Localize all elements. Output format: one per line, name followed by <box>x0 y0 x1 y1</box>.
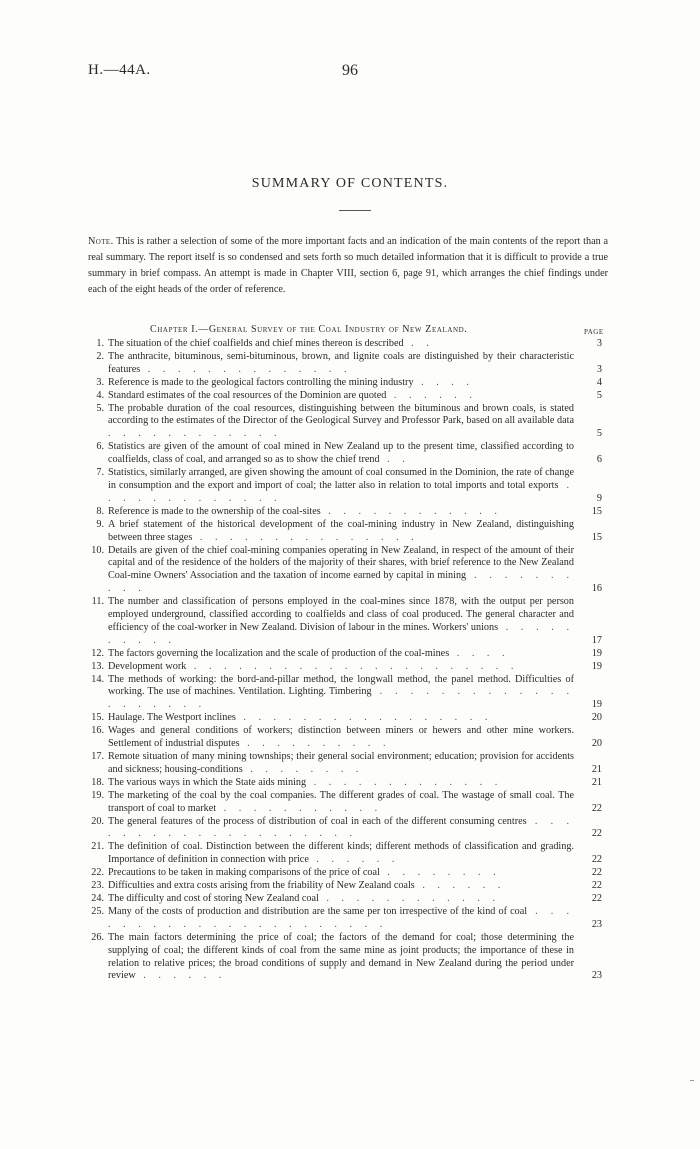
contents-entry <box>74 893 602 906</box>
entry-text-wrap <box>108 725 574 751</box>
note-text: This is rather a selection of some of the more important facts and an indication of the main contents of the report than a real summary. The report itself is so condensed and sets forth so much detailed information that it is difficult to provide a true summary in brief compass. An attempt is made in Chapter VIII, section 6, page 91, which arranges the chief findings under each of the eight heads of the order of reference. <box>88 236 608 296</box>
entry-number: 8. <box>96 505 104 517</box>
entry-text: Statistics are given of the amount of coal mined in New Zealand up to the present time, classified according to coalfields, class of coal, and arranged so as to show the chief trend <box>108 441 574 466</box>
entry-text: Wages and general conditions of workers; distinction between miners or hewers and other mine workers. Settlement of industrial disputes <box>108 725 574 750</box>
contents-entry <box>74 661 602 674</box>
contents-entry <box>74 377 602 390</box>
entry-leader-dots: . . . . . . . . . . . . . . . . . . . . . . <box>108 905 574 930</box>
entry-leader-dots: . . . . . . <box>386 389 477 401</box>
entry-leader-dots: . . . . . . . . . . . . <box>318 892 500 904</box>
entry-number: 16. <box>91 725 104 737</box>
entry-page: 17 <box>591 634 602 646</box>
entry-number: 11. <box>91 596 104 608</box>
contents-entry <box>74 725 602 751</box>
entry-leader-dots: . . . . . . . . . . . . . <box>306 776 503 788</box>
entry-text: Many of the costs of production and distribution are the same per ton irrespective of the kind of coal <box>108 905 528 917</box>
entry-leader-dots: . . . . <box>413 376 474 388</box>
entry-text-wrap <box>108 880 574 893</box>
document-code: H.—44A. <box>88 62 151 78</box>
entry-text-wrap <box>108 403 574 442</box>
entry-text-wrap <box>108 390 574 403</box>
entry-text: The definition of coal. Distinction between the different kinds; different methods of classification and grading. Importance of definition in connection with price <box>108 841 574 866</box>
entry-text: The main factors determining the price of coal; the factors of the demand for coal; those determining the supplying of coal; the different kinds of coal from the same mine as joint products; the importance of these in relation to relative prices; the broad conditions of supply and demand in New Zealand during the period under review <box>108 931 574 982</box>
contents-entry <box>74 519 602 545</box>
entry-page: 23 <box>591 970 602 982</box>
entry-page: 5 <box>596 428 602 440</box>
entry-text: Precautions to be taken in making comparisons of the price of coal <box>108 867 380 879</box>
entry-text: Difficulties and extra costs arising from the friability of New Zealand coals <box>108 880 415 892</box>
entry-text-wrap <box>108 338 574 351</box>
contents-entry <box>74 906 602 932</box>
entry-text-wrap <box>108 519 574 545</box>
entry-leader-dots: . . . . . . . . . . . . <box>108 428 282 440</box>
entry-page: 5 <box>596 389 602 401</box>
entry-leader-dots: . . . . <box>449 647 510 659</box>
entry-text: Reference is made to the geological factors controlling the mining industry <box>108 376 414 388</box>
contents-entry <box>74 777 602 790</box>
entry-number: 23. <box>91 880 104 892</box>
contents-entry <box>74 338 602 351</box>
margin-mark <box>690 1080 694 1081</box>
entry-leader-dots: . . . . . . . . . . . . . . . . . . . . <box>108 686 575 711</box>
note-paragraph <box>88 234 608 298</box>
entry-text: The situation of the chief coalfields and chief mines thereon is described <box>108 338 404 349</box>
contents-entry <box>74 841 602 867</box>
entry-leader-dots: . . . . . . . . . . <box>239 738 391 750</box>
entry-page: 22 <box>591 802 602 814</box>
entry-text-wrap <box>108 893 574 906</box>
contents-entry <box>74 596 602 648</box>
entry-text: Haulage. The Westport inclines <box>108 712 236 724</box>
entry-number: 14. <box>91 673 104 685</box>
contents-entry <box>74 816 602 842</box>
entry-text-wrap <box>108 751 574 777</box>
entry-leader-dots: . . . . . . . . . . . . <box>320 505 502 517</box>
contents-entry <box>74 880 602 893</box>
entry-text-wrap <box>108 777 574 790</box>
entry-page: 19 <box>591 647 602 659</box>
entry-leader-dots: . . . . . . . . . . . . . . . . . . . . . . <box>186 660 519 672</box>
entry-text: Development work <box>108 660 187 672</box>
entry-text-wrap <box>108 932 574 984</box>
entry-page: 19 <box>591 660 602 672</box>
entry-page: 22 <box>591 854 602 866</box>
entry-text-wrap <box>108 467 574 506</box>
entry-text-wrap <box>108 545 574 597</box>
entry-leader-dots: . . . . . . . . . . . . . . . . . . . . <box>108 815 574 840</box>
contents-entry <box>74 648 602 661</box>
contents-entry <box>74 506 602 519</box>
entry-leader-dots: . . . . . . . . <box>379 867 501 879</box>
entry-text-wrap <box>108 790 574 816</box>
entry-page: 15 <box>591 505 602 517</box>
entry-leader-dots: . . . . . . . . . . . . . . . . . <box>235 712 493 724</box>
entry-leader-dots: . . . . . . <box>135 970 227 982</box>
entry-text: The probable duration of the coal resources, distinguishing between the bituminous and brown coals, is stated according to the estimates of the Director of the Geological Survey and Professor Park, based on all available data <box>108 402 574 427</box>
entry-text: The factors governing the localization and the scale of production of the coal-mines <box>108 647 450 659</box>
entry-text-wrap <box>108 648 574 661</box>
entry-number: 13. <box>91 660 104 672</box>
entry-page: 4 <box>596 376 602 388</box>
entry-page: 20 <box>591 712 602 724</box>
entry-page: 23 <box>591 918 602 930</box>
entry-text: The anthracite, bituminous, semi-bituminous, brown, and lignite coals are distinguished by their characteristic features <box>108 350 574 375</box>
contents-list <box>74 338 602 983</box>
contents-entry <box>74 712 602 725</box>
entry-text: The general features of the process of distribution of coal in each of the different consuming centres <box>108 815 527 827</box>
entry-text: Remote situation of many mining townships; their general social environment; education; provision for accidents and sickness; housing-conditions <box>108 751 574 775</box>
entry-number: 20. <box>91 815 104 827</box>
entry-text-wrap <box>108 674 574 713</box>
contents-entry <box>74 390 602 403</box>
entry-text: A brief statement of the historical development of the coal-mining industry in New Zealand, distinguishing between three stages <box>108 518 574 543</box>
entry-text-wrap <box>108 506 574 519</box>
entry-text-wrap <box>108 841 574 867</box>
entry-number: 3. <box>96 376 104 388</box>
contents-entry <box>74 351 602 377</box>
entry-leader-dots: . . <box>403 338 434 349</box>
entry-text-wrap <box>108 351 574 377</box>
entry-leader-dots: . . . . . . . . <box>242 763 364 775</box>
entry-page: 22 <box>591 867 602 879</box>
entry-page: 20 <box>591 738 602 750</box>
entry-page: 15 <box>591 531 602 543</box>
entry-number: 10. <box>91 544 104 556</box>
entry-text: Details are given of the chief coal-mining companies operating in New Zealand, in respect of the amount of their capital and of the residence of the holders of the majority of their shares, with brief reference to the New Zealand Coal-mine Owners' Association and the taxation of income earned by capital in mining <box>108 544 574 582</box>
contents-entry <box>74 867 602 880</box>
contents-entry <box>74 790 602 816</box>
contents-entry <box>74 545 602 597</box>
entry-leader-dots: . . . . . . <box>414 880 506 892</box>
entry-number: 6. <box>96 441 104 453</box>
entry-text: Reference is made to the ownership of the coal-sites <box>108 505 321 517</box>
entry-page: 22 <box>591 828 602 840</box>
entry-text-wrap <box>108 441 574 467</box>
entry-page: 21 <box>591 776 602 788</box>
entry-leader-dots: . . . . . . . . . . . . . . <box>140 363 352 375</box>
entry-text-wrap <box>108 867 574 880</box>
entry-text-wrap <box>108 377 574 390</box>
entry-text-wrap <box>108 712 574 725</box>
entry-number: 12. <box>91 647 104 659</box>
entry-text: The marketing of the coal by the coal companies. The different grades of coal. The wastage of small coal. The transport of coal to market <box>108 789 574 814</box>
entry-page: 22 <box>591 880 602 892</box>
entry-text-wrap <box>108 816 574 842</box>
contents-entry <box>74 403 602 442</box>
contents-entry <box>74 751 602 777</box>
entry-text: The number and classification of persons employed in the coal-mines since 1878, with the output per person employed underground, classified according to coalfields and class of coal produced. The general character and efficiency of the coal-worker in New Zealand. Division of labour in the mines. Workers' unions <box>108 596 574 633</box>
chapter-heading: Chapter I.—General Survey of the Coal Industry of New Zealand. <box>150 324 468 335</box>
entry-number: 1. <box>96 338 104 349</box>
entry-number: 18. <box>91 776 104 788</box>
entry-number: 24. <box>91 892 104 904</box>
entry-number: 26. <box>91 931 104 943</box>
contents-entry <box>74 674 602 713</box>
entry-text: The methods of working: the bord-and-pillar method, the longwall method, the panel method. Difficulties of working. The use of machines. Ventilation. Lighting. Timbering <box>108 673 574 698</box>
entry-page: 16 <box>591 583 602 595</box>
title-divider <box>339 210 371 211</box>
entry-page: 21 <box>591 763 602 775</box>
entry-number: 9. <box>96 518 104 530</box>
entry-number: 5. <box>96 402 104 414</box>
entry-text: The various ways in which the State aids mining <box>108 776 307 788</box>
note-lead: Note. <box>88 236 114 248</box>
entry-number: 25. <box>91 905 104 917</box>
page-number: 96 <box>342 62 358 79</box>
entry-leader-dots: . . . . . . . . . . . <box>216 802 383 814</box>
page-title: SUMMARY OF CONTENTS. <box>251 176 449 191</box>
contents-entry <box>74 441 602 467</box>
entry-text: The difficulty and cost of storing New Zealand coal <box>108 892 319 904</box>
entry-text: Standard estimates of the coal resources of the Dominion are quoted <box>108 389 387 401</box>
entry-number: 7. <box>96 467 104 479</box>
entry-text: Statistics, similarly arranged, are given showing the amount of coal consumed in the Dominion, the rate of change in consumption and the export and import of coal; the latter also in relation to total imports and total exports <box>108 467 574 491</box>
entry-text-wrap <box>108 661 574 674</box>
entry-leader-dots: . . <box>379 454 410 466</box>
entry-page: 3 <box>596 338 602 349</box>
page-column-label: PAGE <box>584 328 604 336</box>
entry-number: 2. <box>96 350 104 362</box>
entry-leader-dots: . . . . . . . . . . <box>108 570 575 595</box>
entry-page: 22 <box>591 892 602 904</box>
entry-page: 9 <box>596 492 602 504</box>
entry-page: 19 <box>591 699 602 711</box>
entry-number: 21. <box>91 841 104 853</box>
entry-leader-dots: . . . . . . . . . . . . . . . <box>192 531 419 543</box>
contents-entry <box>74 932 602 984</box>
entry-leader-dots: . . . . . . <box>308 854 400 866</box>
entry-number: 17. <box>91 751 104 762</box>
entry-page: 6 <box>596 454 602 466</box>
entry-number: 22. <box>91 867 104 879</box>
entry-text-wrap <box>108 906 574 932</box>
entry-text-wrap <box>108 596 574 648</box>
entry-page: 3 <box>596 363 602 375</box>
entry-number: 15. <box>91 712 104 724</box>
entry-leader-dots: . . . . . . . . . . <box>108 621 575 646</box>
entry-leader-dots: . . . . . . . . . . . . . <box>108 479 575 504</box>
contents-entry <box>74 467 602 506</box>
entry-number: 19. <box>91 789 104 801</box>
entry-number: 4. <box>96 389 104 401</box>
